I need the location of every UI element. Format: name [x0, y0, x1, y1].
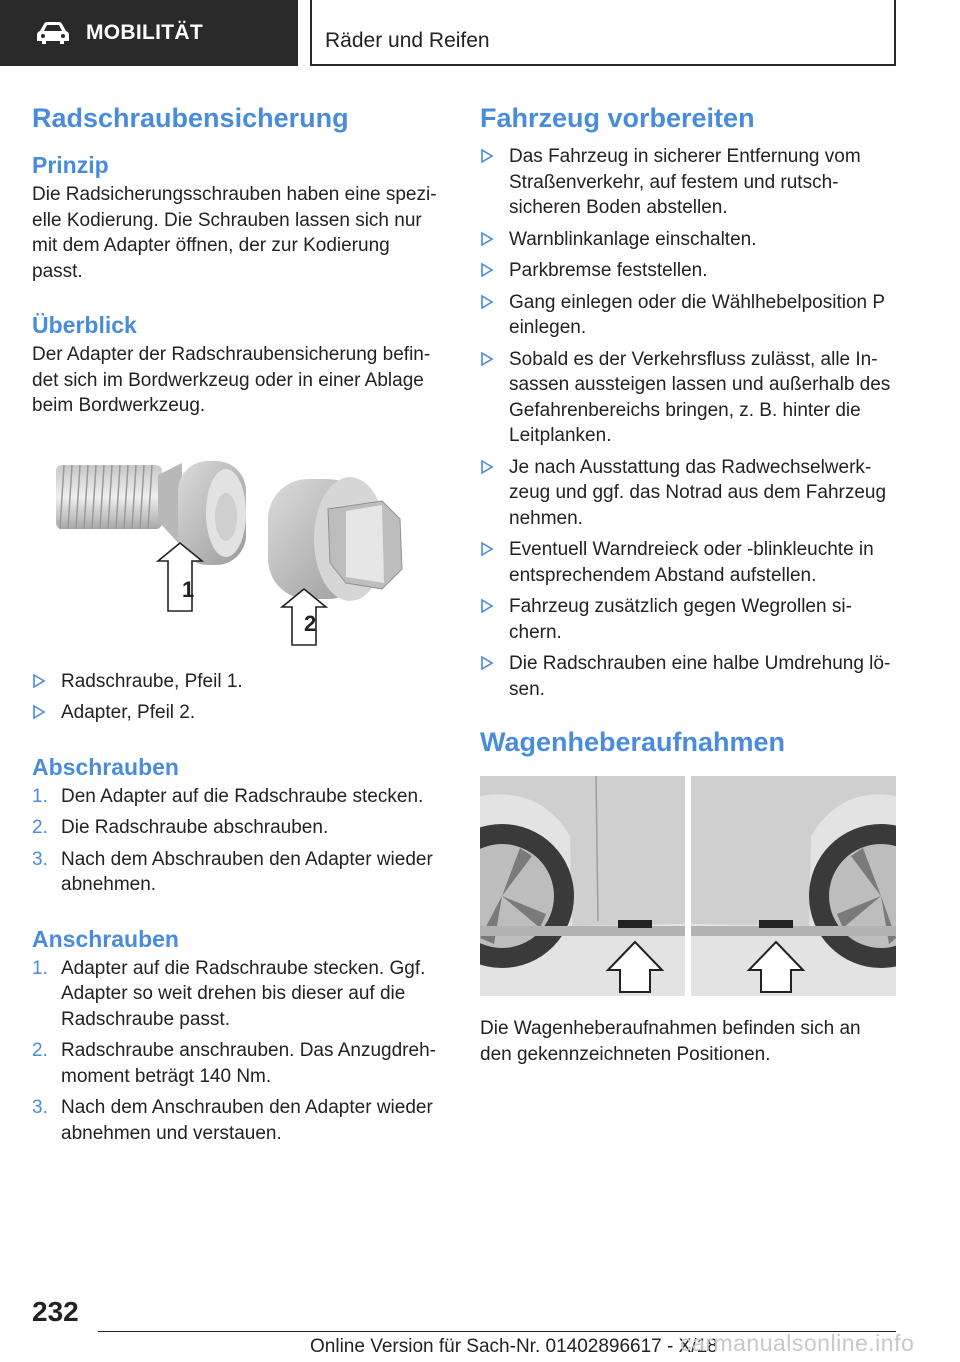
- list-item: Je nach Ausstattung das Radwechselwerkzeug und ggf. das Notrad aus dem Fahrzeug nehmen.: [480, 455, 896, 532]
- jack-point-front-image: [480, 776, 685, 996]
- triangle-bullet-icon: [480, 294, 494, 310]
- triangle-bullet-icon: [480, 231, 494, 247]
- title-radschraubensicherung: Radschraubensicherung: [32, 103, 349, 133]
- list-item: 2. Die Radschraube abschrauben.: [32, 817, 329, 838]
- chapter-title: Räder und Reifen: [325, 29, 490, 52]
- title-wagenheberaufnahmen: Wagenheberaufnahmen: [480, 727, 786, 757]
- triangle-bullet-icon: [32, 673, 46, 689]
- watermark: carmanualsonline.info: [680, 1330, 915, 1356]
- heading-anschrauben: Anschrauben: [32, 925, 179, 952]
- triangle-bullet-icon: [480, 459, 494, 475]
- abschrauben-steps: [32, 784, 440, 898]
- left-column: [32, 100, 440, 1152]
- heading-abschrauben: Abschrauben: [32, 753, 179, 780]
- list-item: Das Fahrzeug in sicherer Entfernung vom Straßenverkehr, auf festem und rutschsicheren Boden abstellen.: [480, 144, 896, 221]
- title-fahrzeug-vorbereiten: Fahrzeug vorbereiten: [480, 103, 755, 133]
- triangle-bullet-icon: [480, 351, 494, 367]
- list-item: Sobald es der Verkehrsfluss zulässt, alle Insassen aussteigen lassen und außerhalb des Gefahrenbereichs bringen, z. B. hinter die Leitplanken.: [480, 347, 896, 449]
- list-item: Parkbremse feststellen.: [480, 258, 896, 284]
- heading-prinzip: Prinzip: [32, 152, 109, 178]
- arrow-label-2: 2: [304, 610, 317, 636]
- section-title: MOBILITÄT: [86, 21, 204, 44]
- page-number: 232: [32, 1296, 79, 1327]
- triangle-bullet-icon: [480, 148, 494, 164]
- triangle-bullet-icon: [480, 541, 494, 557]
- list-item: Die Radschrauben eine halbe Umdrehung lösen.: [480, 651, 896, 702]
- online-version-text: Online Version für Sach-Nr. 01402896617 - X/18: [310, 1336, 718, 1357]
- preparation-steps: [480, 144, 896, 702]
- chapter-box: [310, 0, 896, 66]
- list-item: 2. Radschraube anschrauben. Das Anzugdrehmoment beträgt 140 Nm.: [32, 1040, 436, 1087]
- list-item: Gang einlegen oder die Wählhebelposition P einlegen.: [480, 290, 896, 341]
- list-item: Warnblinkanlage einschalten.: [480, 227, 896, 253]
- anschrauben-steps: [32, 956, 440, 1147]
- prinzip-text: Die Radsicherungsschrauben haben eine spezielle Kodierung. Die Schrauben lassen sich nur mit dem Adapter öffnen, der zur Kodierung passt.: [32, 184, 437, 282]
- triangle-bullet-icon: [32, 704, 46, 720]
- heading-ueberblick: Überblick: [32, 312, 137, 338]
- triangle-bullet-icon: [480, 262, 494, 278]
- car-icon: [36, 21, 70, 45]
- list-item: 3. Nach dem Anschrauben den Adapter wieder abnehmen und verstauen.: [32, 1097, 433, 1144]
- list-item: Fahrzeug zusätzlich gegen Wegrollen sichern.: [480, 594, 896, 645]
- triangle-bullet-icon: [480, 655, 494, 671]
- section-tab: [0, 0, 298, 66]
- list-item: 1. Den Adapter auf die Radschraube stecken.: [32, 785, 424, 807]
- ueberblick-text: Der Adapter der Radschraubensicherung befindet sich im Bordwerkzeug oder in einer Ablage beim Bordwerkzeug.: [32, 344, 431, 416]
- list-item: Radschraube, Pfeil 1.: [32, 669, 440, 695]
- arrow-label-1: 1: [182, 576, 195, 602]
- list-item: 1. Adapter auf die Radschraube stecken. Ggf. Adapter so weit drehen bis dieser auf die Radschraube passt.: [32, 957, 426, 1030]
- jack-text: Die Wagenheberaufnahmen befinden sich an den gekennzeichneten Positionen.: [480, 1018, 861, 1065]
- list-item: Adapter, Pfeil 2.: [32, 700, 440, 726]
- list-item: Eventuell Warndreieck oder -blinkleuchte in entsprechendem Abstand aufstellen.: [480, 537, 896, 588]
- list-item: 3. Nach dem Abschrauben den Adapter wieder abnehmen.: [32, 848, 433, 895]
- parts-list: [32, 669, 440, 726]
- right-column: [480, 100, 896, 1067]
- jack-point-rear-image: [691, 776, 896, 996]
- jack-points-illustration: [480, 776, 896, 996]
- triangle-bullet-icon: [480, 598, 494, 614]
- lock-bolt-illustration: [32, 459, 422, 647]
